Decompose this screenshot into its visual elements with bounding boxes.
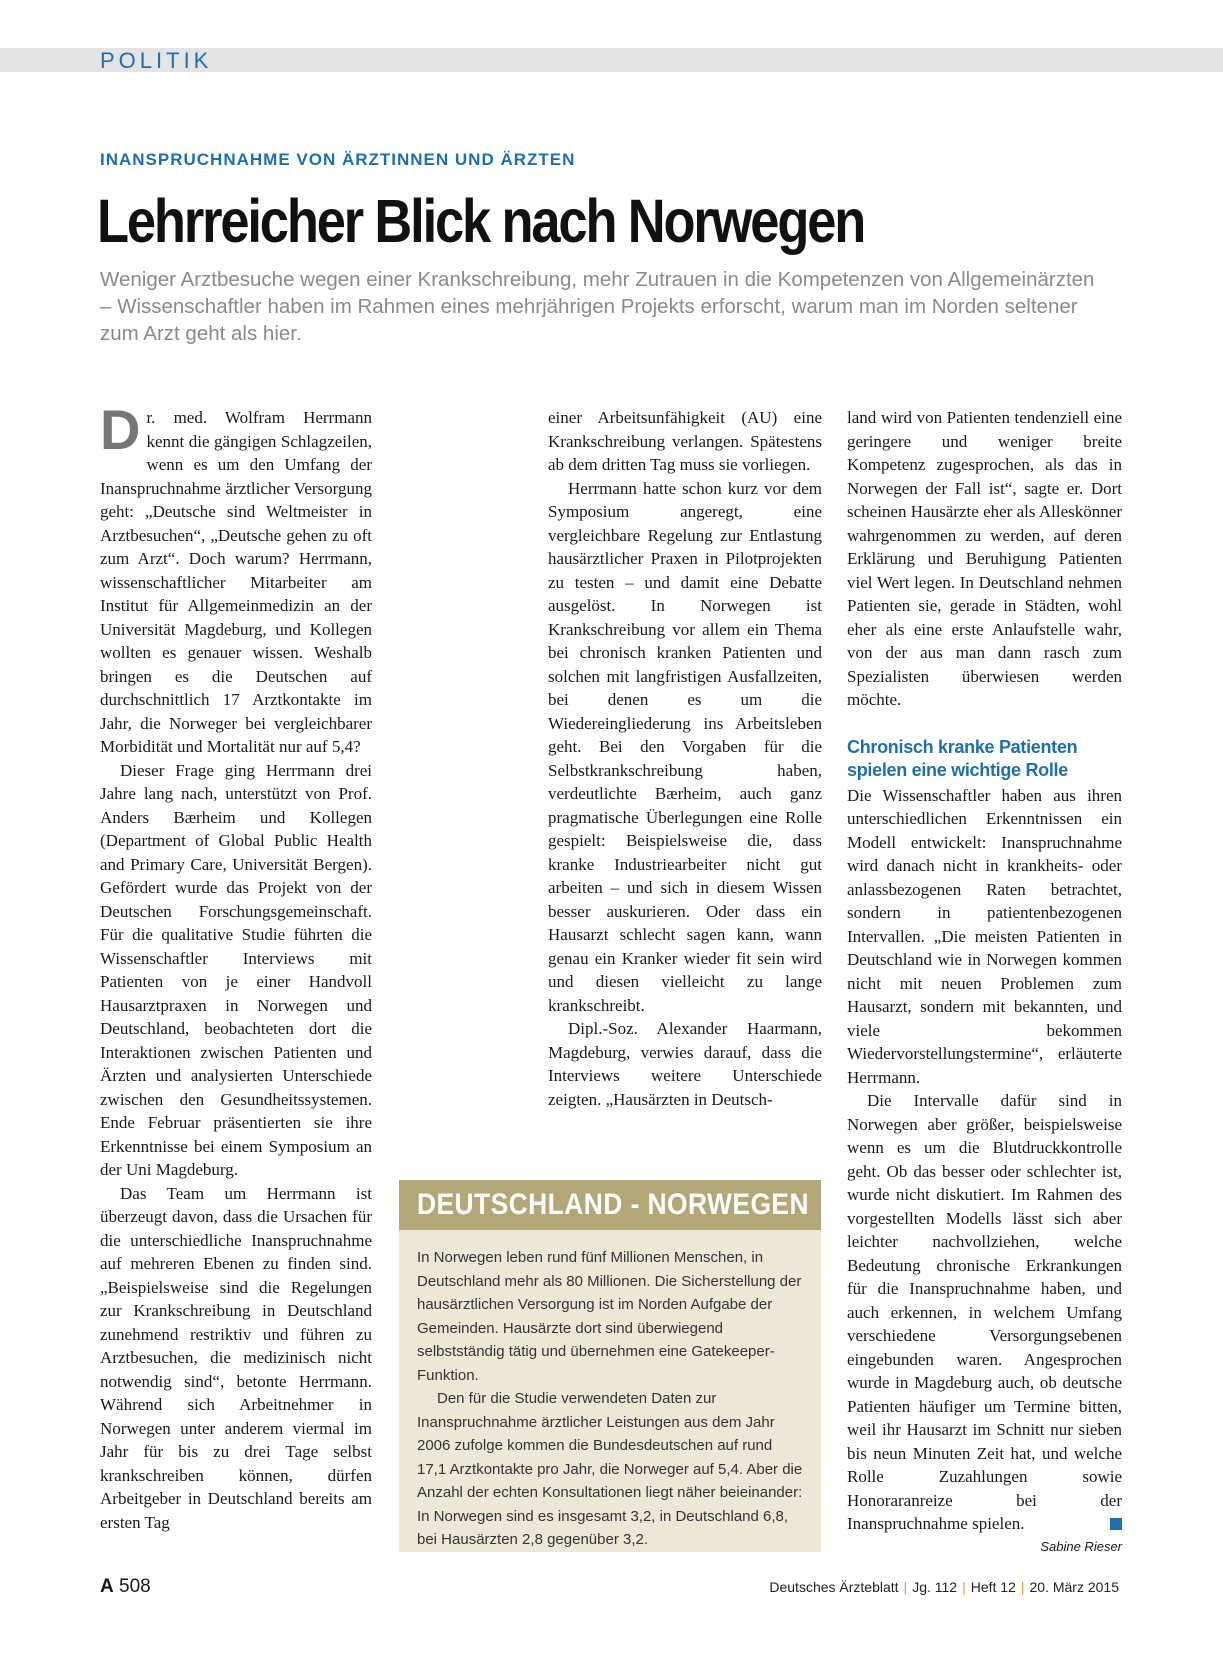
paragraph: Die Wissenschaftler haben aus ihren unterschiedlichen Erkenntnissen ein Modell entwickelt: Inanspruchnahme wird danach nicht in krankheits- oder anlassbezogenen Raten betrachtet, sondern in patientenbezogenen Intervallen. „Die meisten Patienten in Deutschland wie in Norwegen kommen nicht mit neuen Problemen zum Hausarzt, sondern mit bekannten, und viele bekommen Wiedervorstellungstermine“, erläuterte Herrmann. [847, 785, 1122, 1087]
footer-separator: | [1020, 1579, 1025, 1595]
article-kicker: INANSPRUCHNAHME VON ÄRZTINNEN UND ÄRZTEN [100, 150, 576, 169]
paragraph: Herrmann hatte schon kurz vor dem Symposium angeregt, eine vergleichbare Regelung zur Entlastung hausärztlicher Praxen in Pilotprojekten zu testen – und damit eine Debatte ausgelöst. In Norwegen ist Krankschreibung vor allem ein Thema bei chronisch kranken Patienten und solchen mit langfristigen Ausfallzeiten, bei denen es um die Wiedereingliederung ins Arbeitsleben geht. Bei den Vorgaben für die Selbstkrankschreibung haben, verdeutlichte Bærheim, auch ganz pragmatische Überlegungen eine Rolle gespielt: Beispielsweise die, dass kranke Industriearbeiter nicht gut arbeiten – und sich in diesem Wissen besser auskurieren. Oder dass ein Hausarzt schlecht sagen kann, wann genau ein Kranker wieder fit sein wird und diesen vielleicht zu lange krankschreibt. [548, 478, 822, 1015]
article-column-3 [847, 406, 1122, 1558]
info-box-paragraph: In Norwegen leben rund fünf Millionen Menschen, in Deutschland mehr als 80 Millionen. Die Sicherstellung der hausärztlichen Versorgung ist im Norden Aufgabe der Gemeinden. Hausärzte dort sind überwiegend selbstständig tätig und übernehmen eine Gatekeeper-Funktion. [417, 1249, 802, 1384]
end-mark-icon [1110, 1518, 1122, 1530]
article-headline: Lehrreicher Blick nach Norwegen [97, 187, 865, 255]
journal-name: Deutsches Ärzteblatt [769, 1579, 899, 1595]
drop-cap: D [100, 398, 141, 461]
journal-date: 20. März 2015 [1029, 1579, 1119, 1595]
info-box-paragraph: Den für die Studie verwendeten Daten zur Inanspruchnahme ärztlicher Leistungen aus dem Jahr 2006 zufolge kommen die Bundesdeutschen auf rund 17,1 Arztkontakte pro Jahr, die Norweger auf 5,4. Aber die Anzahl der echten Konsultationen liegt näher beieinander: In Norwegen sind es insgesamt 3,2, in Deutschland 6,8, bei Hausärzten 2,8 gegenüber 3,2. [417, 1390, 803, 1548]
article-subheading [847, 736, 1122, 782]
paragraph: Dieser Frage ging Herrmann drei Jahre lang nach, unterstützt von Prof. Anders Bærheim und Kollegen (Department of Global Public Health and Primary Care, Universität Bergen). Gefördert wurde das Projekt von der Deutschen Forschungsgemeinschaft. Für die qualitative Studie führten die Wissenschaftler Interviews mit Patienten von je einer Handvoll Hausarztpraxen in Norwegen und Deutschland, beobachteten dort die Interaktionen zwischen Patienten und Ärzten und analysierten Unterschiede zwischen den Gesundheitssystemen. Ende Februar präsentierten sie ihre Erkenntnisse bei einem Symposium an der Uni Magdeburg. [100, 760, 372, 1179]
paragraph: Das Team um Herrmann ist überzeugt davon, dass die Ursachen für die unterschiedliche Inanspruchnahme auf mehreren Ebenen zu finden sind. „Beispielsweise sind die Regelungen zur Krankschreibung in Deutschland zunehmend restriktiv und führen zu Arztbesuchen, die medizinisch nicht notwendig sind“, betonte Herrmann. Während sich Arbeitnehmer in Norwegen unter anderem viermal im Jahr für bis zu drei Tage selbst krankschreiben können, dürfen Arbeitgeber in Deutschland bereits am ersten Tag [100, 1183, 372, 1532]
article-column-1 [100, 398, 372, 1534]
paragraph-text: Die Intervalle dafür sind in Norwegen aber größer, beispielsweise wenn es um die Blutdruckkontrolle geht. Ob das besser oder schlechter ist, wurde nicht diskutiert. Im Rahmen des vorgestellten Modells lässt sich aber leichter nachvollziehen, welche Bedeutung chronische Erkrankungen für die Inanspruchnahme haben, und auch erkennen, in welchem Umfang verschiedene Versorgungsebenen eingebunden waren. Angesprochen wurde in Magdeburg auch, ob deutsche Patienten häufiger um Termine bitten, weil ihr Hausarzt im Schnitt nur sieben bis neun Minuten Zeit hat, und welche Rolle Zuzahlungen sowie Honoraranreize bei der Inanspruchnahme spielen. [847, 1091, 1122, 1533]
page-number-value: 508 [119, 1576, 151, 1597]
info-box-header [399, 1180, 821, 1230]
footer-separator: | [903, 1579, 908, 1595]
paragraph [847, 1089, 1122, 1536]
article-column-2 [548, 406, 822, 1111]
subheading-line: Chronisch kranke Patienten [847, 736, 1078, 757]
paragraph: land wird von Patienten tendenziell eine geringere und weniger breite Kompetenz zugesprochen, als das in Norwegen der Fall ist“, sagte er. Dort scheinen Hausärzte eher als Alleskönner wahrgenommen zu werden, auf deren Erklärung und Beruhigung Patienten viel Wert legen. In Deutschland nehmen Patienten sie, gerade in Städten, wohl eher als eine erste Anlaufstelle wahr, von der aus man dann rasch zum Spezialisten überwiesen werden möchte. [847, 408, 1122, 709]
paragraph: einer Arbeitsunfähigkeit (AU) eine Krankschreibung verlangen. Spätestens ab dem dritten Tag muss sie vorliegen. [548, 408, 822, 474]
subheading-line: spielen eine wichtige Rolle [847, 759, 1068, 780]
article-lead: Weniger Arztbesuche wegen einer Krankschreibung, mehr Zutrauen in die Kompetenzen von Allgemeinärzten – Wissenschaftler haben im Rahmen eines mehrjährigen Projekts erforscht, warum man im Norden seltener zum Arzt geht als hier. [100, 268, 1095, 345]
paragraph-text: r. med. Wolfram Herrmann kennt die gängigen Schlagzeilen, wenn es um den Umfang der Inanspruchnahme ärztlicher Versorgung geht: „Deutsche sind Weltmeister in Arztbesuchen“, „Deutsche gehen zu oft zum Arzt“. Doch warum? Herrmann, wissenschaftlicher Mitarbeiter am Institut für Allgemeinmedizin an der Universität Magdeburg, und Kollegen wollten es genauer wissen. Weshalb bringen es die Deutschen auf durchschnittlich 17 Arztkontakte im Jahr, die Norweger bei vergleichbarer Morbidität und Mortalität nur auf 5,4? [100, 408, 372, 756]
paragraph: Dipl.-Soz. Alexander Haarmann, Magdeburg, verwies darauf, dass die Interviews weitere Unterschiede zeigten. „Hausärzten in Deutsch- [548, 1019, 822, 1109]
page-number [100, 1576, 151, 1598]
info-box-title: DEUTSCHLAND - NORWEGEN [417, 1188, 809, 1221]
page-prefix: A [100, 1576, 114, 1597]
info-box-body [417, 1246, 805, 1552]
section-label: POLITIK [100, 48, 213, 73]
journal-issue: Heft 12 [970, 1579, 1016, 1595]
footer-separator: | [962, 1579, 966, 1595]
journal-footer [769, 1579, 1119, 1595]
paragraph [100, 398, 372, 759]
author-byline: Sabine Rieser [1040, 1538, 1122, 1554]
journal-volume: Jg. 112 [912, 1579, 958, 1595]
info-box [399, 1180, 821, 1552]
